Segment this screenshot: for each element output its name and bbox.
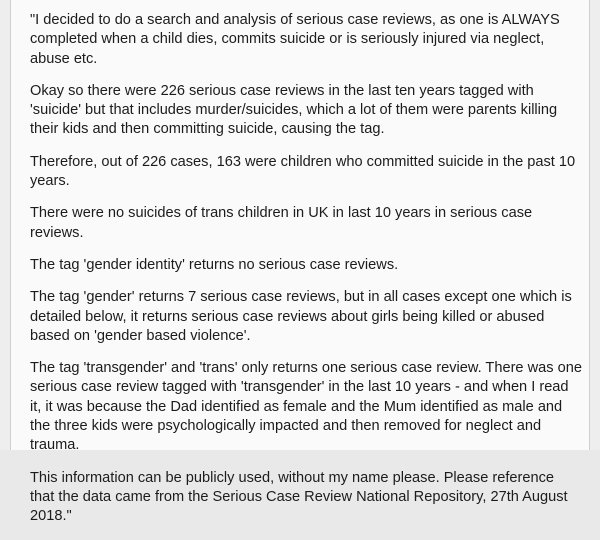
paragraph: "I decided to do a search and analysis of serious case reviews, as one is ALWAYS completed when a child dies, commits suicide or is seriously injured via neglect, abuse etc. xyxy=(30,12,560,67)
paragraph: The tag 'transgender' and 'trans' only returns one serious case review. There was one serious case review tagged with 'transgender' in the last 10 years - and when I read it, it was because the Dad identified as female and the Mum identified as male and the three kids were psychologically impacted and then removed for neglect and trauma. xyxy=(30,360,582,454)
post-card xyxy=(10,0,590,525)
paragraph: Okay so there were 226 serious case reviews in the last ten years tagged with 'suicide' but that includes murder/suicides, which a lot of them were parents killing their kids and then committing suicide, causing the tag. xyxy=(30,82,558,138)
paragraph: The tag 'gender identity' returns no serious case reviews. xyxy=(30,256,399,273)
paragraph: There were no suicides of trans children in UK in last 10 years in serious case reviews. xyxy=(30,205,533,241)
paragraph: Therefore, out of 226 cases, 163 were children who committed suicide in the past 10 years. xyxy=(30,153,576,190)
quoted-text xyxy=(30,11,582,540)
paragraph: This information can be publicly used, without my name please. Please reference that the data came from the Serious Case Review National Repository, 27th August 2018." xyxy=(30,469,568,525)
paragraph: The tag 'gender' returns 7 serious case reviews, but in all cases except one which is detailed below, it returns serious case reviews about girls being killed or abused based on 'gender based violence'. xyxy=(30,289,572,344)
